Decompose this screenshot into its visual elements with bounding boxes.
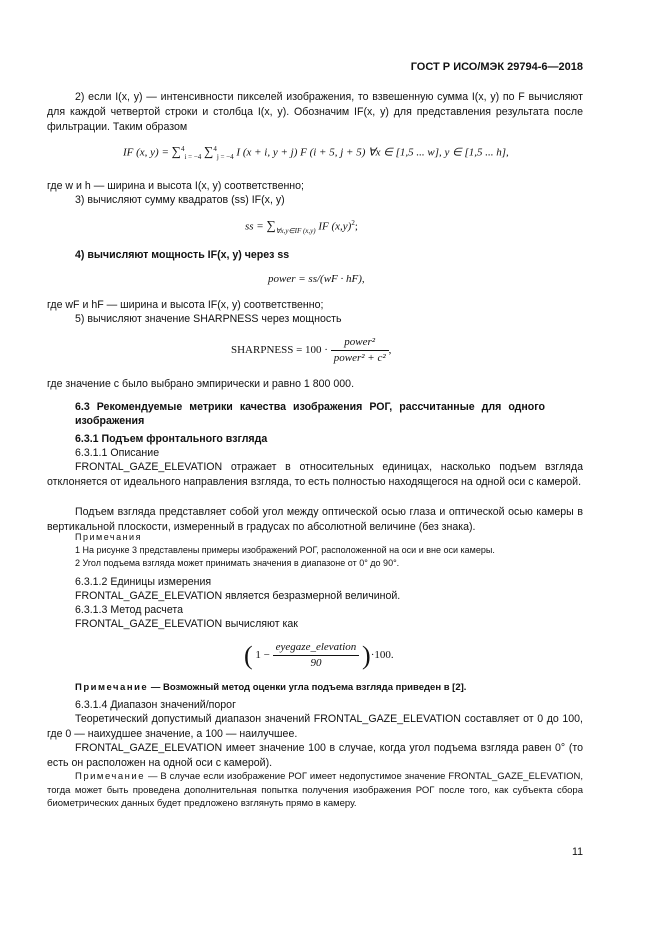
paragraph: FRONTAL_GAZE_ELEVATION является безразмерной величиной. [75,590,401,602]
formula-power: power = ss/(wF · hF), [268,273,365,285]
formula-gaze: ( 1 − $\frac{\text{eyegaze\_elevation}}{90}$ )·100. [244,641,394,670]
subsection-heading: 6.3.1 Подъем фронтального взгляда [75,433,268,445]
subsection-heading: 6.3.1.3 Метод расчета [75,604,183,616]
formula-ss: ss = $\sum_{\forall x,y\in IF (x,y)}$ IF $(x,y)^2$; [245,217,358,235]
paragraph: Подъем взгляда представляет собой угол между оптической осью глаза и оптической осью камеры в вертикальной плоскости, измеренный в градусах по абсолютной величине (без знака). [47,506,583,533]
note: Примечание — Возможный метод оценки угла подъема взгляда приведен в [2]. [75,682,467,693]
section-heading: 6.3 Рекомендуемые метрики качества изображения РОГ, рассчитанные для одного изображения [75,401,545,427]
paragraph: FRONTAL_GAZE_ELEVATION имеет значение 100 в случае, когда угол подъема взгляда равен 0° (то есть он расположен на одной оси с камерой). [47,742,583,769]
paragraph: 4) вычисляют мощность IF(x, y) через ss [75,249,290,261]
subsection-heading: 6.3.1.2 Единицы измерения [75,576,212,588]
subsection-heading: 6.3.1.4 Диапазон значений/порог [75,699,236,711]
notes-title: Примечания [75,532,142,542]
paragraph: где wF и hF — ширина и высота IF(x, y) соответственно; [47,299,324,311]
page-number: 11 [572,846,583,858]
paragraph: FRONTAL_GAZE_ELEVATION вычисляют как [75,618,298,630]
paragraph: Теоретический допустимый диапазон значений FRONTAL_GAZE_ELEVATION составляет от 0 до 100, где 0 — наихудшее значение, а 100 — наилучшее. [47,713,583,740]
paragraph: 3) вычисляют сумму квадратов (ss) IF(x, y) [75,194,285,206]
note-item: 1 На рисунке 3 представлены примеры изображений РОГ, расположенной на оси и вне оси камеры. [75,545,495,555]
paragraph: 2) если I(x, y) — интенсивности пикселей изображения, то взвешенную сумма I(x, y) по F вычисляют для каждой четвертой строки и столбца I(x, y). Обозначим IF(x, y) для представления результата после фильтрации. Таким образом [47,91,583,133]
formula-filter: IF (x, y) = ∑$^4_{i = -4}$ ∑$^4_{j = -4}$ I (x + i, y + j) F (i + 5, j + 5) ∀x ∈ [1,5 ... w], y ∈ [1,5 ... h], [123,143,509,161]
subsection-heading: 6.3.1.1 Описание [75,447,160,459]
paragraph: 5) вычисляют значение SHARPNESS через мощность [75,313,342,325]
paragraph: где значение c было выбрано эмпирически и равно 1 800 000. [47,378,355,390]
document-header: ГОСТ Р ИСО/МЭК 29794-6—2018 [410,61,583,73]
formula-sharpness: SHARPNESS = 100 · $\frac{\text{power²}}{\text{power² + c²}}$ , [231,336,392,364]
paragraph: FRONTAL_GAZE_ELEVATION отражает в относительных единицах, насколько подъем взгляда отклоняется от идеального направления взгляда, то есть полностью находящегося на одной оси с камерой. [47,461,583,488]
paragraph: где w и h — ширина и высота I(x, y) соответственно; [47,180,304,192]
note-item: 2 Угол подъема взгляда может принимать значения в диапазоне от 0° до 90°. [75,558,400,568]
note: Примечание — В случае если изображение РОГ имеет недопустимое значение FRONTAL_GAZE_ELEVATION, тогда может быть проведена дополнительная попытка получения изображения РОГ после того, как субъекта сбора биометрических данных будет предложено взглянуть прямо в камеру. [47,771,583,809]
